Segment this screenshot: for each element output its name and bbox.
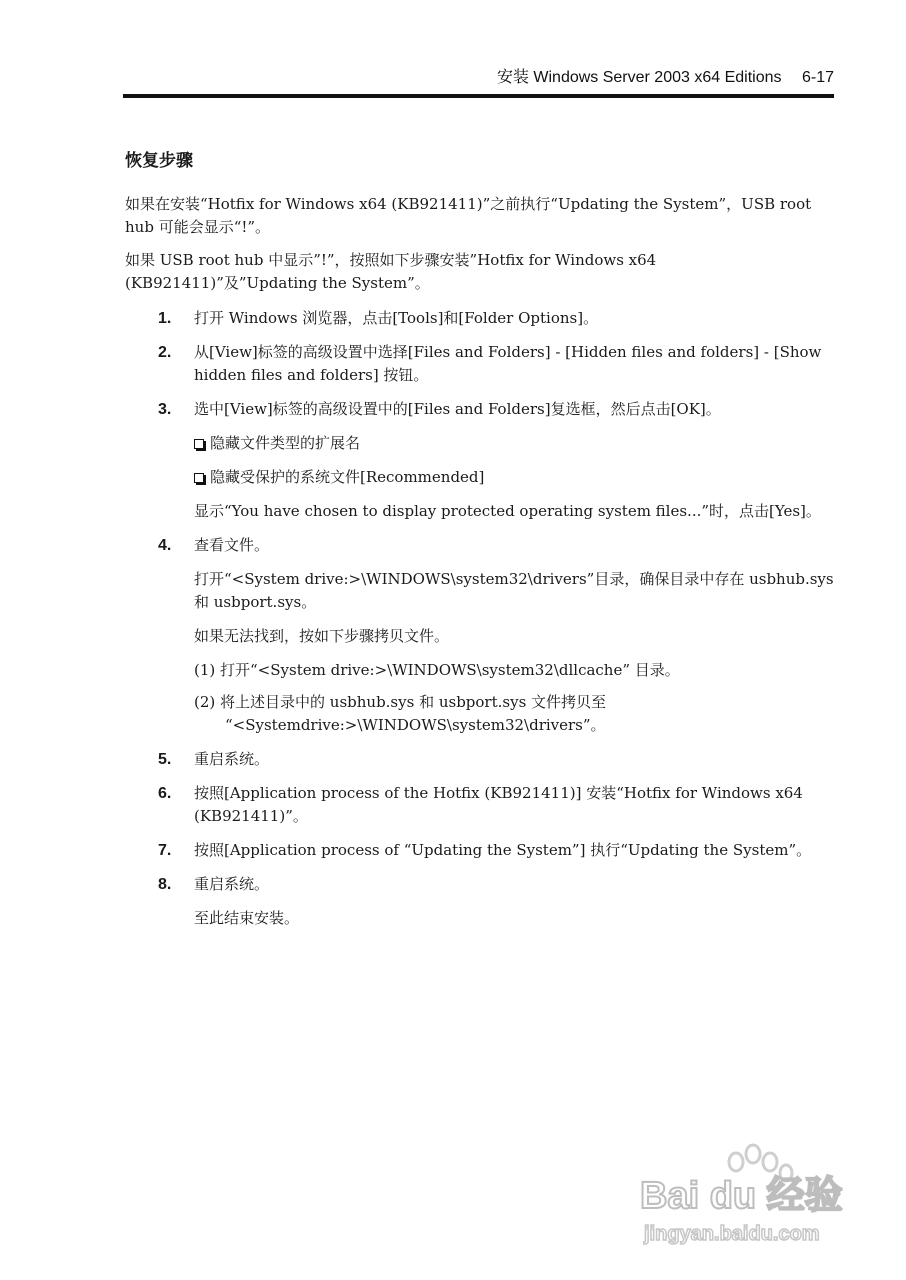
- document-body: [125, 150, 835, 941]
- step-2: [125, 341, 835, 387]
- step-4: [125, 534, 835, 557]
- substep-1: (1) 打开“<System drive:>\WINDOWS\system32\dllcache” 目录。: [194, 661, 680, 679]
- step-number: 6.: [158, 785, 172, 802]
- substep-2-continuation: “<Systemdrive:>\WINDOWS\system32\drivers”。: [225, 716, 606, 734]
- step-5: [125, 748, 835, 771]
- step-text: 查看文件。: [194, 536, 270, 554]
- step-text: 选中[View]标签的高级设置中的[Files and Folders]复选框，然后点击[OK]。: [194, 400, 721, 418]
- step-number: 1.: [158, 310, 172, 327]
- step-1: [125, 307, 835, 330]
- header-title: 安装 Windows Server 2003 x64 Editions: [496, 69, 782, 86]
- steps-list: [125, 307, 835, 930]
- checkbox-icon: [194, 473, 204, 483]
- step-4-paragraph-2: 如果无法找到，按如下步骤拷贝文件。: [194, 627, 450, 645]
- intro-paragraph-2: 如果 USB root hub 中显示”!”，按照如下步骤安装”Hotfix for Windows x64 (KB921411)”及”Updating the System”。: [125, 251, 657, 292]
- step-number: 7.: [158, 842, 172, 859]
- step-number: 8.: [158, 876, 172, 893]
- step-7: [125, 839, 835, 862]
- checkbox-label: 隐藏文件类型的扩展名: [210, 434, 361, 452]
- baidu-watermark: [636, 1140, 856, 1250]
- intro-paragraph-1: 如果在安装“Hotfix for Windows x64 (KB921411)”之前执行“Updating the System”，USB root hub 可能会显示“!”。: [125, 195, 812, 236]
- step-text: 重启系统。: [194, 750, 270, 768]
- checkbox-label: 隐藏受保护的系统文件[Recommended]: [210, 468, 485, 486]
- section-title: 恢复步骤: [125, 151, 193, 171]
- page-header: [497, 64, 834, 87]
- checkbox-option-2: [125, 466, 835, 489]
- step-number: 3.: [158, 401, 172, 418]
- page-number: 6-17: [801, 69, 834, 86]
- header-rule: [123, 94, 834, 98]
- paw-toe: [729, 1153, 743, 1171]
- paw-toe: [746, 1145, 760, 1163]
- step-number: 2.: [158, 344, 172, 361]
- step-text: 按照[Application process of “Updating the System”] 执行“Updating the System”。: [194, 841, 812, 859]
- checkbox-icon: [194, 439, 204, 449]
- step-text: 打开 Windows 浏览器，点击[Tools]和[Folder Options]。: [194, 309, 599, 327]
- step-4-paragraph-1: 打开“<System drive:>\WINDOWS\system32\drivers”目录，确保目录中存在 usbhub.sys 和 usbport.sys。: [194, 570, 834, 611]
- step-text: 按照[Application process of the Hotfix (KB921411)] 安装“Hotfix for Windows x64 (KB921411)”。: [194, 784, 803, 825]
- watermark-brand: Bai du 经验: [640, 1175, 843, 1217]
- watermark-url: jingyan.baidu.com: [644, 1223, 820, 1245]
- substep-2: (2) 将上述目录中的 usbhub.sys 和 usbport.sys 文件拷贝至: [194, 693, 607, 711]
- step-text: 从[View]标签的高级设置中选择[Files and Folders] - [Hidden files and folders] - [Show hidden files and folders] 按钮。: [194, 343, 822, 384]
- step-8: [125, 873, 835, 896]
- checkbox-option-1: [125, 432, 835, 455]
- closing-note: 至此结束安装。: [194, 909, 300, 927]
- step-3: [125, 398, 835, 421]
- paw-toe: [763, 1153, 777, 1171]
- step-6: [125, 782, 835, 828]
- step-3-note: 显示“You have chosen to display protected operating system files...”时，点击[Yes]。: [194, 502, 821, 520]
- step-number: 5.: [158, 751, 172, 768]
- step-text: 重启系统。: [194, 875, 270, 893]
- step-number: 4.: [158, 537, 172, 554]
